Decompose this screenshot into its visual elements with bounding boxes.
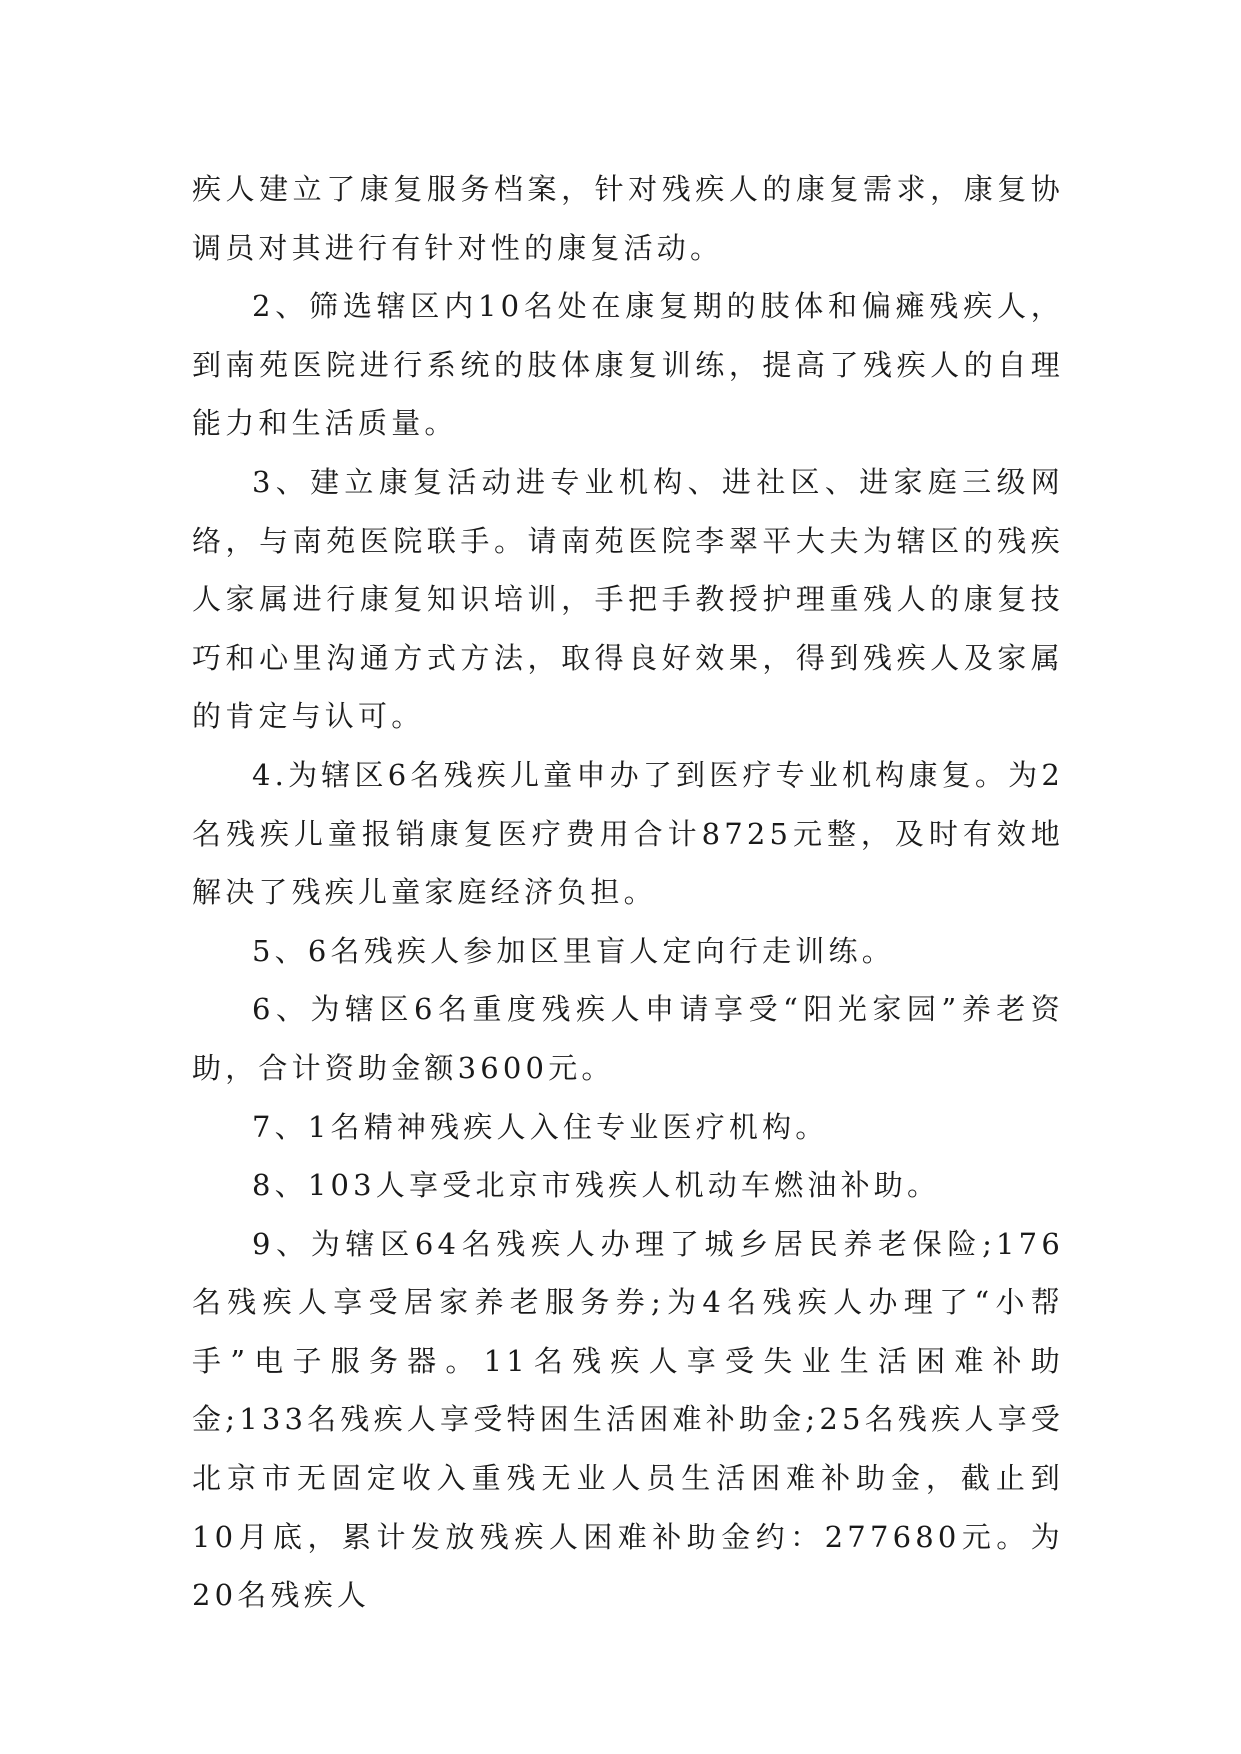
paragraph-continuation: 疾人建立了康复服务档案，针对残疾人的康复需求，康复协调员对其进行有针对性的康复活动。 [192, 172, 1064, 265]
paragraph-item-6: 6、为辖区6名重度残疾人申请享受“阳光家园”养老资助，合计资助金额3600元。 [192, 992, 1064, 1085]
paragraph-item-9: 9、为辖区64名残疾人办理了城乡居民养老保险;176名残疾人享受居家养老服务券;为4名残疾人办理了“小帮手”电子服务器。11名残疾人享受失业生活困难补助金;133名残疾人享受特困生活困难补助金;25名残疾人享受北京市无固定收入重残无业人员生活困难补助金，截止到10月底，累计发放残疾人困难补助金约：277680元。为20名残疾人 [192, 1226, 1064, 1613]
paragraph-item-4: 4.为辖区6名残疾儿童申办了到医疗专业机构康复。为2名残疾儿童报销康复医疗费用合计8725元整，及时有效地解决了残疾儿童家庭经济负担。 [192, 757, 1064, 910]
paragraph-item-3: 3、建立康复活动进专业机构、进社区、进家庭三级网络，与南苑医院联手。请南苑医院李翠平大夫为辖区的残疾人家属进行康复知识培训，手把手教授护理重残人的康复技巧和心里沟通方式方法，取得良好效果，得到残疾人及家属的肯定与认可。 [192, 464, 1064, 734]
paragraph-item-8: 8、103人享受北京市残疾人机动车燃油补助。 [252, 1168, 941, 1203]
paragraph-item-2: 2、筛选辖区内10名处在康复期的肢体和偏瘫残疾人，到南苑医院进行系统的肢体康复训练，提高了残疾人的自理能力和生活质量。 [192, 289, 1064, 441]
document-body [192, 160, 1064, 1625]
paragraph-item-7: 7、1名精神残疾人入住专业医疗机构。 [252, 1109, 829, 1144]
paragraph-item-5: 5、6名残疾人参加区里盲人定向行走训练。 [252, 933, 895, 968]
